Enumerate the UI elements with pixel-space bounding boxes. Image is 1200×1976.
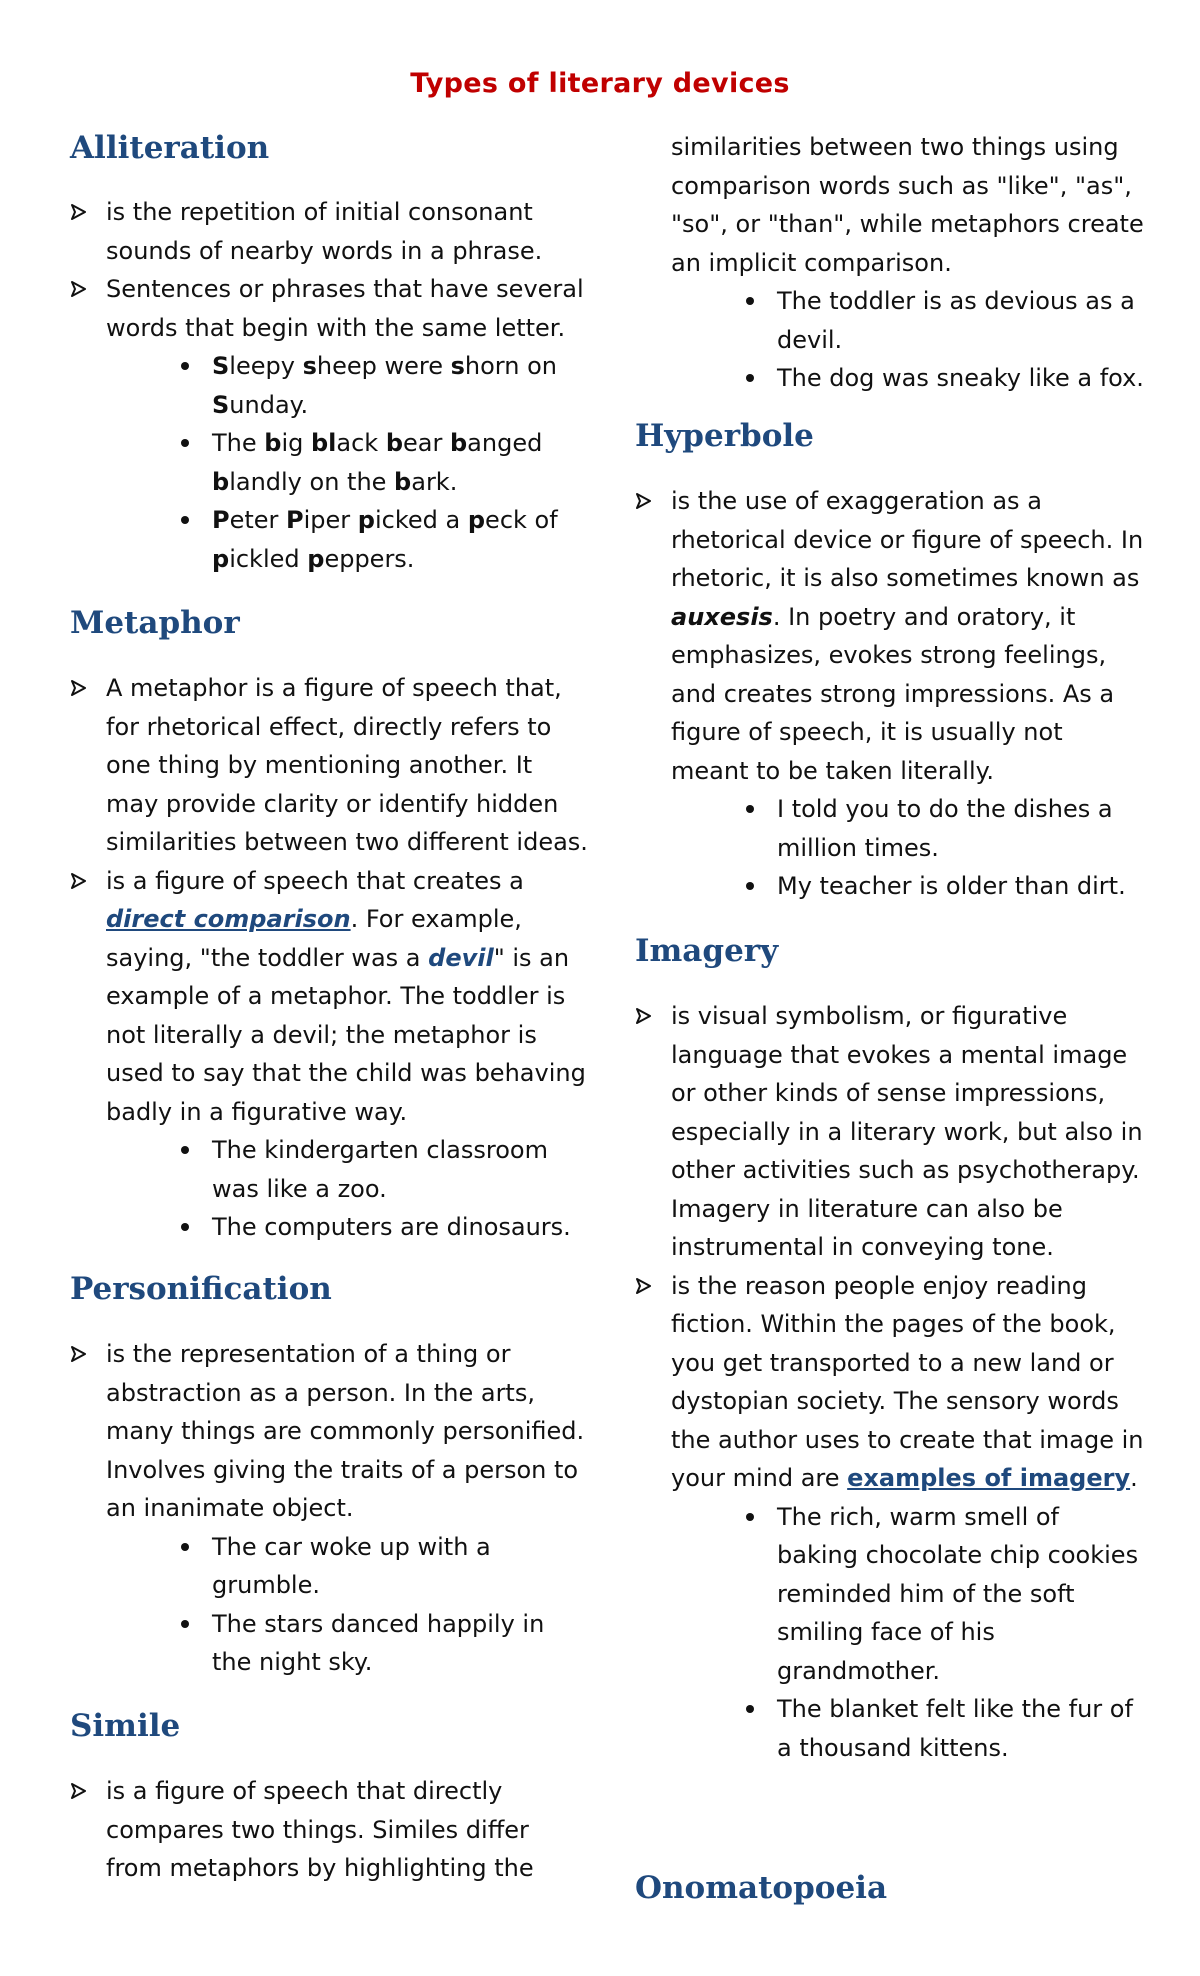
heading-hyperbole: Hyperbole [635,418,814,454]
example-item: The computers are dinosaurs. [70,1208,590,1247]
round-dot-bullet-icon [746,1705,754,1713]
arrowhead-bullet-icon [70,193,94,232]
alliteration-section [70,193,590,578]
list-item-continuation: similarities between two things using comparison words such as "like", "as", "so", or "than", while metaphors create an implicit comparison. [671,133,1144,277]
example-item: I told you to do the dishes a million times. [635,790,1145,867]
list-item: is the reason people enjoy reading fiction. Within the pages of the book, you get transported to a new land or dystopian society. The sensory words the author uses to create that image in your mind are examples of imagery. [635,1267,1145,1498]
round-dot-bullet-icon [746,374,754,382]
example-item: The big black bear banged blandly on the bark. [70,424,590,501]
example-item: The dog was sneaky like a fox. [635,359,1145,398]
devil-emphasis: devil [428,943,494,972]
round-dot-bullet-icon [181,362,189,370]
example-item: Peter Piper picked a peck of pickled peppers. [70,501,590,578]
round-dot-bullet-icon [746,805,754,813]
round-dot-bullet-icon [746,1513,754,1521]
list-item: is the representation of a thing or abstraction as a person. In the arts, many things are commonly personified. Involves giving the traits of a person to an inanimate object. [70,1335,590,1528]
example-item: The stars danced happily in the night sky. [70,1605,590,1682]
arrowhead-bullet-icon [635,1267,659,1306]
direct-comparison-link[interactable]: direct comparison [106,905,351,933]
heading-alliteration: Alliteration [70,130,270,166]
list-item: is a figure of speech that directly compares two things. Similes differ from metaphors by highlighting the [70,1772,590,1888]
example-item: The kindergarten classroom was like a zoo. [70,1131,590,1208]
auxesis-emphasis: auxesis [671,602,773,631]
simile-section [70,1772,590,1888]
arrowhead-bullet-icon [70,669,94,708]
examples-of-imagery-link[interactable]: examples of imagery [847,1464,1131,1492]
arrowhead-bullet-icon [635,482,659,521]
metaphor-section [70,669,590,1247]
round-dot-bullet-icon [746,297,754,305]
round-dot-bullet-icon [181,516,189,524]
arrowhead-bullet-icon [70,862,94,901]
example-item: The car woke up with a grumble. [70,1528,590,1605]
example-item: Sleepy sheep were shorn on Sunday. [70,347,590,424]
simile-section-continued [635,128,1145,398]
round-dot-bullet-icon [181,1620,189,1628]
list-item: is visual symbolism, or figurative language that evokes a mental image or other kinds of sense impressions, especially in a literary work, but also in other activities such as psychotherapy. Imagery in literature can also be instrumental in conveying tone. [635,997,1145,1267]
heading-metaphor: Metaphor [70,605,240,641]
example-item: The rich, warm smell of baking chocolate chip cookies reminded him of the soft smiling face of his grandmother. [635,1498,1145,1691]
heading-onomatopoeia: Onomatopoeia [635,1870,888,1906]
example-item: The toddler is as devious as a devil. [635,282,1145,359]
example-item: The blanket felt like the fur of a thousand kittens. [635,1690,1145,1767]
round-dot-bullet-icon [181,1543,189,1551]
arrowhead-bullet-icon [70,1335,94,1374]
imagery-section [635,997,1145,1767]
page-title: Types of literary devices [410,68,790,99]
hyperbole-section [635,482,1145,906]
round-dot-bullet-icon [746,882,754,890]
arrowhead-bullet-icon [70,1772,94,1811]
arrowhead-bullet-icon [70,270,94,309]
example-item: My teacher is older than dirt. [635,867,1145,906]
heading-personification: Personification [70,1271,332,1307]
list-item: is the use of exaggeration as a rhetorical device or figure of speech. In rhetoric, it is also sometimes known as auxesis. In poetry and oratory, it emphasizes, evokes strong feelings, and creates strong impressions. As a figure of speech, it is usually not meant to be taken literally. [635,482,1145,790]
personification-section [70,1335,590,1682]
heading-simile: Simile [70,1708,181,1744]
arrowhead-bullet-icon [635,997,659,1036]
round-dot-bullet-icon [181,439,189,447]
list-item: is a figure of speech that creates a direct comparison. For example, saying, "the toddler was a devil" is an example of a metaphor. The toddler is not literally a devil; the metaphor is used to say that the child was behaving badly in a figurative way. [70,862,590,1132]
round-dot-bullet-icon [181,1223,189,1231]
round-dot-bullet-icon [181,1146,189,1154]
list-item: Sentences or phrases that have several words that begin with the same letter. [70,270,590,347]
list-item: is the repetition of initial consonant sounds of nearby words in a phrase. [70,193,590,270]
list-item: A metaphor is a figure of speech that, for rhetorical effect, directly refers to one thing by mentioning another. It may provide clarity or identify hidden similarities between two different ideas. [70,669,590,862]
heading-imagery: Imagery [635,933,779,969]
